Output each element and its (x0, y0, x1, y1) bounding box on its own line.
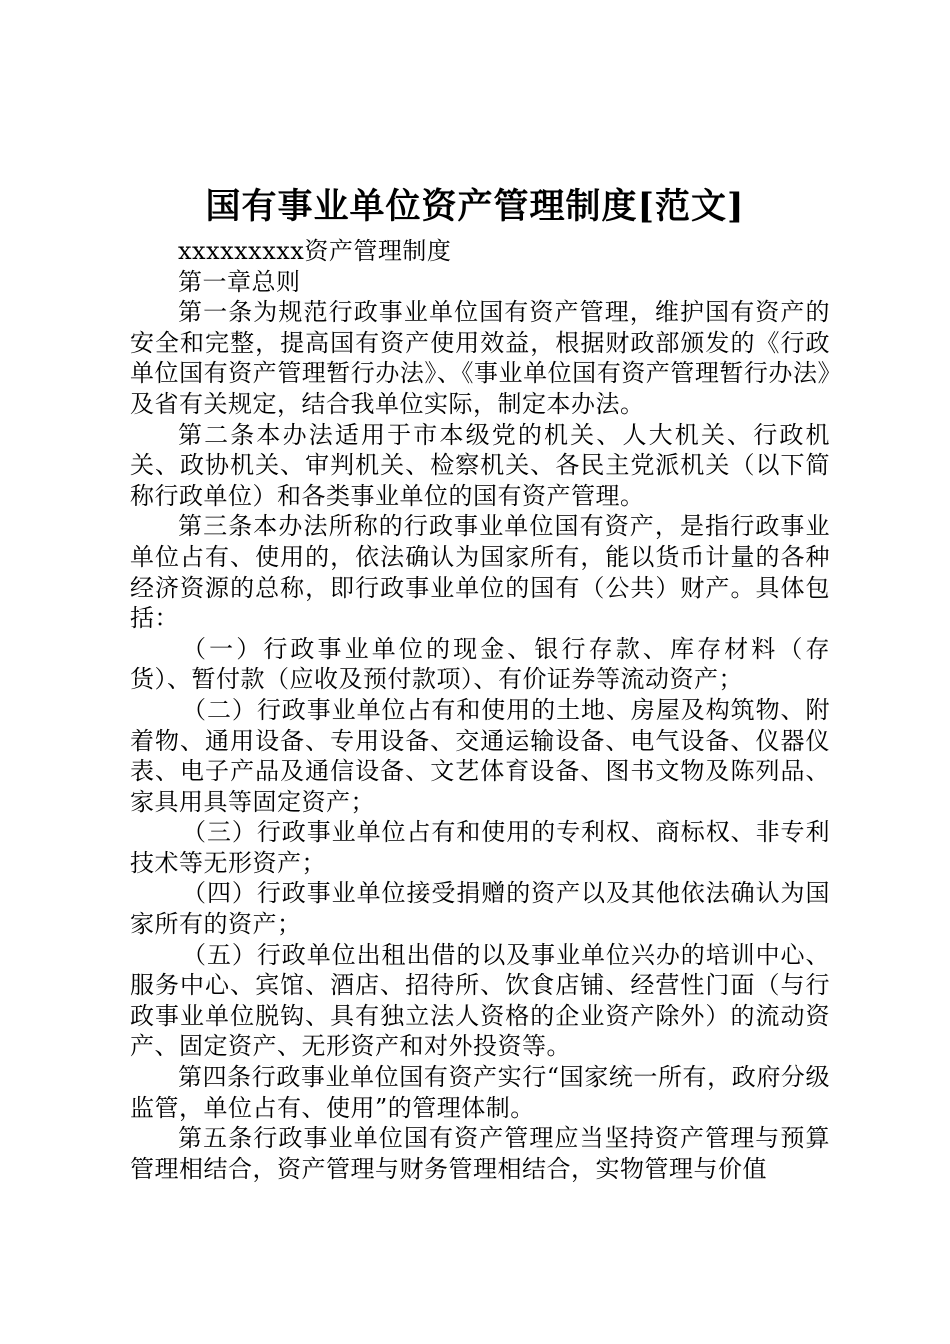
article-1: 第一条为规范行政事业单位国有资产管理，维护国有资产的安全和完整，提高国有资产使用效益，根据财政部颁发的《行政单位国有资产管理暂行办法》、《事业单位国有资产管理暂行办法》及省有关规定，结合我单位实际，制定本办法。 (130, 298, 830, 418)
article-3-item-4: （四）行政事业单位接受捐赠的资产以及其他依法确认为国家所有的资产； (130, 879, 830, 939)
article-4: 第四条行政事业单位国有资产实行“国家统一所有，政府分级监管，单位占有、使用”的管理体制。 (130, 1063, 830, 1122)
article-5: 第五条行政事业单位国有资产管理应当坚持资产管理与预算管理相结合，资产管理与财务管理相结合，实物管理与价值 (130, 1124, 830, 1183)
document-subtitle: xxxxxxxxx资产管理制度 (178, 237, 452, 265)
article-3-item-2: （二）行政事业单位占有和使用的土地、房屋及构筑物、附着物、通用设备、专用设备、交通运输设备、电气设备、仪器仪表、电子产品及通信设备、文艺体育设备、图书文物及陈列品、家具用具等固定资产； (130, 695, 830, 816)
document-title: 国有事业单位资产管理制度[范文] (205, 186, 745, 227)
document-body (130, 236, 830, 1184)
article-3-item-5: （五）行政单位出租出借的以及事业单位兴办的培训中心、服务中心、宾馆、酒店、招待所、饮食店铺、经营性门面（与行政事业单位脱钩、具有独立法人资格的企业资产除外）的流动资产、固定资产、无形资产和对外投资等。 (130, 940, 830, 1061)
article-2: 第二条本办法适用于市本级党的机关、人大机关、行政机关、政协机关、审判机关、检察机关、各民主党派机关（以下简称行政单位）和各类事业单位的国有资产管理。 (130, 420, 830, 510)
article-3: 第三条本办法所称的行政事业单位国有资产，是指行政事业单位占有、使用的，依法确认为国家所有，能以货币计量的各种经济资源的总称，即行政事业单位的国有（公共）财产。具体包括： (130, 512, 830, 633)
chapter-heading: 第一章总则 (178, 267, 301, 296)
article-3-item-1: （一）行政事业单位的现金、银行存款、库存材料（存货）、暂付款（应收及预付款项）、有价证券等流动资产； (130, 634, 830, 694)
article-3-item-3: （三）行政事业单位占有和使用的专利权、商标权、非专利技术等无形资产； (130, 818, 830, 877)
